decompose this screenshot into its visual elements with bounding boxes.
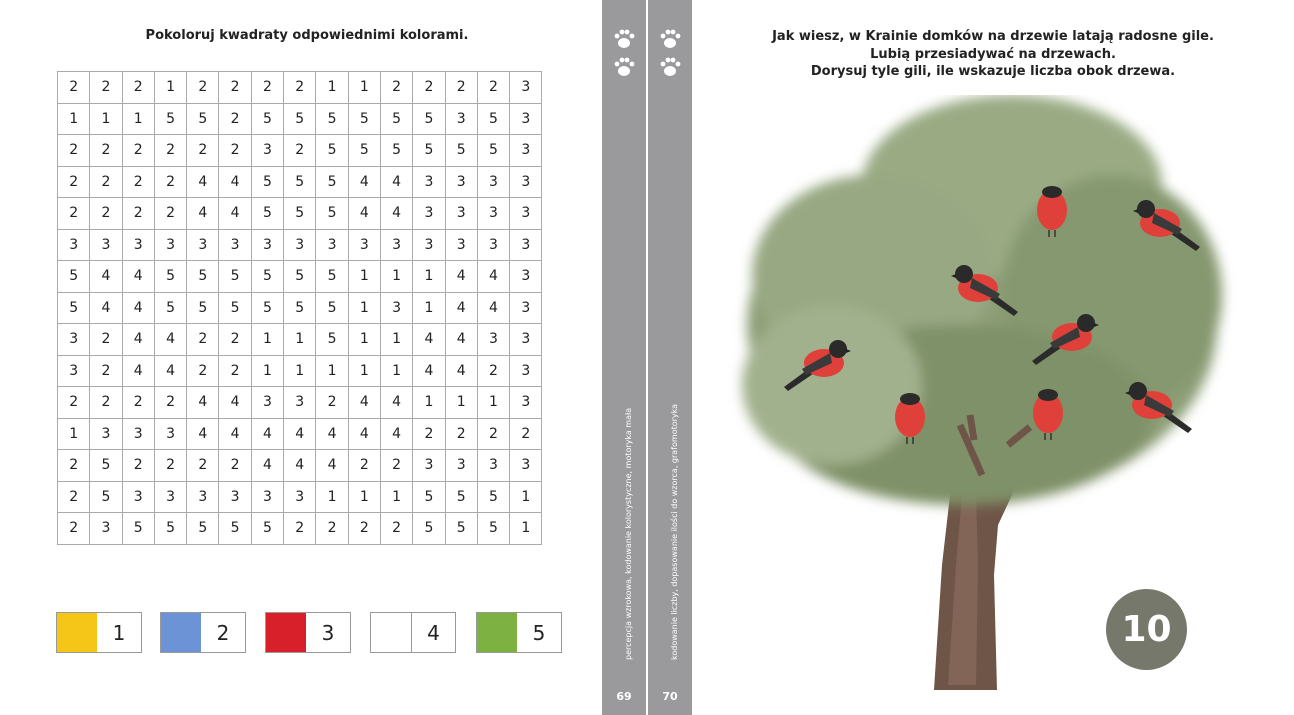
left-instruction: Pokoloruj kwadraty odpowiednimi kolorami. (145, 28, 469, 43)
grid-cell[interactable]: 1 (445, 387, 477, 419)
grid-cell[interactable]: 5 (154, 513, 186, 545)
right-page (692, 0, 1294, 715)
grid-row (58, 166, 542, 198)
grid-cell[interactable]: 4 (251, 450, 283, 482)
grid-cell[interactable]: 4 (251, 418, 283, 450)
grid-row (58, 387, 542, 419)
grid-cell[interactable]: 2 (122, 72, 154, 104)
grid-cell[interactable]: 2 (445, 418, 477, 450)
grid-cell[interactable]: 3 (122, 229, 154, 261)
grid-cell[interactable]: 2 (187, 324, 219, 356)
grid-cell[interactable]: 2 (58, 513, 90, 545)
grid-cell[interactable]: 3 (58, 355, 90, 387)
grid-cell[interactable]: 4 (122, 324, 154, 356)
grid-cell[interactable]: 1 (380, 355, 412, 387)
grid-cell[interactable]: 5 (316, 261, 348, 293)
grid-cell[interactable]: 1 (122, 103, 154, 135)
grid-cell[interactable]: 5 (284, 198, 316, 230)
grid-cell[interactable]: 4 (348, 387, 380, 419)
grid-cell[interactable]: 5 (58, 292, 90, 324)
grid-cell[interactable]: 5 (445, 481, 477, 513)
number-grid (57, 71, 542, 545)
legend-item (370, 612, 456, 653)
grid-cell[interactable]: 2 (380, 72, 412, 104)
right-instruction (692, 28, 1294, 81)
grid-cell[interactable]: 3 (510, 72, 542, 104)
grid-cell[interactable]: 3 (348, 229, 380, 261)
grid-cell[interactable]: 2 (219, 135, 251, 167)
page-number: 69 (616, 690, 632, 703)
grid-cell[interactable]: 4 (90, 292, 122, 324)
legend-color-swatch (477, 613, 517, 652)
grid-cell[interactable]: 2 (187, 135, 219, 167)
grid-row (58, 261, 542, 293)
grid-cell[interactable]: 2 (58, 481, 90, 513)
grid-cell[interactable]: 4 (219, 418, 251, 450)
grid-cell[interactable]: 5 (284, 292, 316, 324)
grid-cell[interactable]: 3 (90, 229, 122, 261)
grid-cell[interactable]: 2 (348, 513, 380, 545)
grid-cell[interactable]: 3 (510, 387, 542, 419)
grid-cell[interactable]: 1 (58, 418, 90, 450)
grid-cell[interactable]: 3 (477, 450, 509, 482)
grid-cell[interactable]: 5 (316, 292, 348, 324)
grid-cell[interactable]: 2 (187, 355, 219, 387)
grid-cell[interactable]: 3 (380, 292, 412, 324)
grid-cell[interactable]: 2 (380, 513, 412, 545)
legend-number: 2 (216, 620, 230, 645)
grid-cell[interactable]: 5 (187, 103, 219, 135)
grid-cell[interactable]: 3 (510, 103, 542, 135)
grid-cell[interactable]: 4 (284, 418, 316, 450)
grid-cell[interactable]: 5 (90, 450, 122, 482)
grid-cell[interactable]: 1 (316, 72, 348, 104)
grid-cell[interactable]: 1 (348, 355, 380, 387)
grid-cell[interactable]: 4 (219, 387, 251, 419)
grid-cell[interactable]: 5 (316, 166, 348, 198)
grid-cell[interactable]: 2 (348, 450, 380, 482)
legend-color-swatch (266, 613, 306, 652)
grid-cell[interactable]: 2 (154, 166, 186, 198)
grid-cell[interactable]: 3 (154, 481, 186, 513)
grid-row (58, 481, 542, 513)
grid-cell[interactable]: 2 (187, 450, 219, 482)
grid-cell[interactable]: 1 (348, 324, 380, 356)
grid-cell[interactable]: 3 (477, 166, 509, 198)
grid-cell[interactable]: 2 (154, 135, 186, 167)
grid-cell[interactable]: 5 (251, 513, 283, 545)
number-badge: 10 (1106, 589, 1187, 670)
grid-cell[interactable]: 2 (219, 72, 251, 104)
grid-cell[interactable]: 3 (58, 324, 90, 356)
grid-cell[interactable]: 3 (187, 229, 219, 261)
grid-cell[interactable]: 3 (445, 166, 477, 198)
grid-cell[interactable]: 4 (380, 387, 412, 419)
grid-cell[interactable]: 2 (58, 166, 90, 198)
grid-cell[interactable]: 5 (187, 513, 219, 545)
grid-cell[interactable]: 3 (510, 229, 542, 261)
grid-cell[interactable]: 1 (90, 103, 122, 135)
paw-icon (612, 26, 636, 78)
legend-item (160, 612, 246, 653)
grid-cell[interactable]: 3 (477, 324, 509, 356)
grid-cell[interactable]: 5 (187, 261, 219, 293)
grid-cell[interactable]: 3 (380, 229, 412, 261)
grid-cell[interactable]: 3 (413, 450, 445, 482)
grid-cell[interactable]: 3 (445, 198, 477, 230)
grid-cell[interactable]: 5 (251, 166, 283, 198)
grid-cell[interactable]: 3 (90, 513, 122, 545)
legend-color-swatch (371, 613, 412, 652)
grid-cell[interactable]: 4 (380, 198, 412, 230)
grid-cell[interactable]: 3 (445, 229, 477, 261)
grid-cell[interactable]: 2 (154, 450, 186, 482)
grid-cell[interactable]: 5 (316, 103, 348, 135)
grid-cell[interactable]: 5 (445, 135, 477, 167)
grid-cell[interactable]: 1 (348, 261, 380, 293)
grid-cell[interactable]: 3 (219, 481, 251, 513)
grid-cell[interactable]: 5 (477, 481, 509, 513)
grid-cell[interactable]: 5 (219, 261, 251, 293)
left-page (0, 0, 602, 715)
grid-cell[interactable]: 4 (187, 418, 219, 450)
grid-cell[interactable]: 2 (58, 72, 90, 104)
grid-cell[interactable]: 3 (58, 229, 90, 261)
grid-cell[interactable]: 5 (219, 292, 251, 324)
grid-cell[interactable]: 5 (251, 103, 283, 135)
legend-item (476, 612, 562, 653)
grid-cell[interactable]: 1 (413, 261, 445, 293)
grid-cell[interactable]: 4 (445, 324, 477, 356)
grid-cell[interactable]: 3 (510, 135, 542, 167)
grid-cell[interactable]: 1 (284, 324, 316, 356)
grid-cell[interactable]: 3 (510, 355, 542, 387)
page-margin-70 (648, 0, 692, 715)
grid-cell[interactable]: 2 (284, 72, 316, 104)
legend-color-swatch (57, 613, 97, 652)
grid-cell[interactable]: 2 (90, 166, 122, 198)
grid-cell[interactable]: 3 (251, 135, 283, 167)
grid-cell[interactable]: 2 (219, 450, 251, 482)
grid-row (58, 103, 542, 135)
grid-cell[interactable]: 4 (380, 166, 412, 198)
grid-cell[interactable]: 3 (284, 387, 316, 419)
grid-cell[interactable]: 1 (251, 355, 283, 387)
grid-cell[interactable]: 3 (122, 418, 154, 450)
grid-cell[interactable]: 4 (348, 166, 380, 198)
grid-cell[interactable]: 1 (413, 292, 445, 324)
grid-cell[interactable]: 2 (380, 450, 412, 482)
grid-cell[interactable]: 5 (251, 292, 283, 324)
grid-cell[interactable]: 2 (445, 72, 477, 104)
grid-row (58, 135, 542, 167)
grid-cell[interactable]: 3 (510, 166, 542, 198)
grid-cell[interactable]: 2 (122, 450, 154, 482)
grid-cell[interactable]: 2 (413, 418, 445, 450)
grid-cell[interactable]: 2 (477, 72, 509, 104)
grid-cell[interactable]: 3 (316, 229, 348, 261)
grid-cell[interactable]: 4 (219, 198, 251, 230)
grid-cell[interactable]: 3 (413, 198, 445, 230)
color-legend (56, 612, 558, 653)
grid-cell[interactable]: 4 (187, 198, 219, 230)
grid-cell[interactable]: 5 (122, 513, 154, 545)
grid-cell[interactable]: 3 (187, 481, 219, 513)
grid-cell[interactable]: 3 (122, 481, 154, 513)
grid-cell[interactable]: 5 (477, 103, 509, 135)
grid-cell[interactable]: 5 (284, 166, 316, 198)
legend-number: 3 (321, 620, 335, 645)
grid-cell[interactable]: 4 (316, 418, 348, 450)
grid-cell[interactable]: 1 (154, 72, 186, 104)
grid-cell[interactable]: 4 (477, 292, 509, 324)
grid-cell[interactable]: 5 (284, 103, 316, 135)
grid-cell[interactable]: 2 (122, 135, 154, 167)
grid-cell[interactable]: 2 (90, 135, 122, 167)
grid-cell[interactable]: 3 (284, 229, 316, 261)
grid-row (58, 355, 542, 387)
grid-cell[interactable]: 5 (154, 103, 186, 135)
grid-cell[interactable]: 1 (380, 261, 412, 293)
grid-row (58, 450, 542, 482)
grid-cell[interactable]: 4 (122, 355, 154, 387)
grid-cell[interactable]: 4 (316, 450, 348, 482)
grid-cell[interactable]: 1 (58, 103, 90, 135)
page-number: 70 (662, 690, 678, 703)
grid-cell[interactable]: 2 (122, 387, 154, 419)
grid-cell[interactable]: 1 (380, 481, 412, 513)
grid-cell[interactable]: 4 (445, 292, 477, 324)
grid-cell[interactable]: 1 (510, 513, 542, 545)
grid-cell[interactable]: 2 (251, 72, 283, 104)
grid-cell[interactable]: 4 (219, 166, 251, 198)
grid-cell[interactable]: 5 (219, 513, 251, 545)
grid-cell[interactable]: 5 (413, 513, 445, 545)
grid-cell[interactable]: 2 (510, 418, 542, 450)
legend-item (56, 612, 142, 653)
grid-cell[interactable]: 3 (251, 229, 283, 261)
grid-cell[interactable]: 2 (477, 418, 509, 450)
grid-cell[interactable]: 2 (58, 387, 90, 419)
grid-cell[interactable]: 3 (477, 198, 509, 230)
grid-cell[interactable]: 3 (413, 166, 445, 198)
grid-cell[interactable]: 2 (316, 513, 348, 545)
grid-cell[interactable]: 2 (58, 135, 90, 167)
grid-cell[interactable]: 5 (380, 103, 412, 135)
grid-row (58, 324, 542, 356)
grid-cell[interactable]: 3 (219, 229, 251, 261)
grid-row (58, 229, 542, 261)
instruction-line-3: Dorysuj tyle gili, ile wskazuje liczba obok drzewa. (810, 64, 1176, 79)
grid-cell[interactable]: 2 (90, 387, 122, 419)
grid-cell[interactable]: 4 (284, 450, 316, 482)
grid-cell[interactable]: 5 (477, 513, 509, 545)
grid-cell[interactable]: 5 (187, 292, 219, 324)
grid-cell[interactable]: 3 (510, 450, 542, 482)
grid-cell[interactable]: 1 (348, 72, 380, 104)
grid-cell[interactable]: 1 (316, 481, 348, 513)
grid-cell[interactable]: 5 (477, 135, 509, 167)
grid-cell[interactable]: 5 (251, 261, 283, 293)
grid-cell[interactable]: 2 (90, 198, 122, 230)
grid-cell[interactable]: 1 (251, 324, 283, 356)
grid-cell[interactable]: 3 (510, 198, 542, 230)
grid-cell[interactable]: 2 (219, 103, 251, 135)
instruction-line-1: Jak wiesz, w Krainie domków na drzewie latają radosne gile. (772, 29, 1214, 44)
paw-icon (658, 26, 682, 78)
grid-cell[interactable]: 2 (154, 198, 186, 230)
grid-cell[interactable]: 2 (122, 166, 154, 198)
grid-cell[interactable]: 4 (187, 166, 219, 198)
grid-cell[interactable]: 4 (348, 198, 380, 230)
grid-cell[interactable]: 5 (251, 198, 283, 230)
grid-cell[interactable]: 2 (187, 72, 219, 104)
grid-cell[interactable]: 5 (413, 135, 445, 167)
grid-cell[interactable]: 2 (284, 513, 316, 545)
grid-cell[interactable]: 3 (445, 450, 477, 482)
grid-cell[interactable]: 2 (90, 324, 122, 356)
legend-number: 4 (427, 620, 440, 645)
grid-cell[interactable]: 3 (477, 229, 509, 261)
grid-cell[interactable]: 1 (284, 355, 316, 387)
grid-cell[interactable]: 4 (154, 324, 186, 356)
grid-cell[interactable]: 2 (219, 355, 251, 387)
grid-cell[interactable]: 3 (510, 292, 542, 324)
grid-cell[interactable]: 3 (510, 261, 542, 293)
grid-row (58, 418, 542, 450)
grid-cell[interactable]: 5 (58, 261, 90, 293)
grid-cell[interactable]: 5 (316, 198, 348, 230)
instruction-line-2: Lubią przesiadywać na drzewach. (870, 46, 1116, 62)
grid-cell[interactable]: 3 (154, 229, 186, 261)
legend-number: 1 (112, 620, 126, 645)
grid-cell[interactable]: 2 (284, 135, 316, 167)
grid-cell[interactable]: 2 (316, 387, 348, 419)
grid-cell[interactable]: 5 (413, 103, 445, 135)
page-margin-69 (602, 0, 646, 715)
grid-row (58, 198, 542, 230)
grid-row (58, 72, 542, 104)
grid-cell[interactable]: 2 (90, 72, 122, 104)
grid-cell[interactable]: 3 (90, 418, 122, 450)
grid-cell[interactable]: 5 (316, 135, 348, 167)
grid-row (58, 292, 542, 324)
grid-cell[interactable]: 2 (58, 450, 90, 482)
skills-label: percepcja wzrokowa, kodowanie kolorystyczne, motoryka mała (624, 407, 633, 660)
grid-cell[interactable]: 5 (380, 135, 412, 167)
grid-cell[interactable]: 4 (122, 292, 154, 324)
grid-cell[interactable]: 2 (219, 324, 251, 356)
grid-cell[interactable]: 5 (316, 324, 348, 356)
grid-cell[interactable]: 4 (380, 418, 412, 450)
grid-cell[interactable]: 5 (90, 481, 122, 513)
legend-number: 5 (532, 620, 546, 645)
grid-cell[interactable]: 4 (413, 324, 445, 356)
grid-cell[interactable]: 2 (58, 198, 90, 230)
grid-cell[interactable]: 5 (445, 513, 477, 545)
grid-cell[interactable]: 1 (477, 387, 509, 419)
grid-cell[interactable]: 5 (284, 261, 316, 293)
grid-cell[interactable]: 5 (413, 481, 445, 513)
grid-cell[interactable]: 5 (154, 292, 186, 324)
grid-cell[interactable]: 3 (510, 324, 542, 356)
grid-cell[interactable]: 4 (445, 355, 477, 387)
grid-cell[interactable]: 3 (251, 387, 283, 419)
grid-cell[interactable]: 2 (413, 72, 445, 104)
grid-cell[interactable]: 4 (413, 355, 445, 387)
grid-cell[interactable]: 1 (380, 324, 412, 356)
grid-cell[interactable]: 3 (445, 103, 477, 135)
grid-cell[interactable]: 4 (477, 261, 509, 293)
grid-cell[interactable]: 1 (510, 481, 542, 513)
grid-cell[interactable]: 1 (413, 387, 445, 419)
grid-cell[interactable]: 1 (316, 355, 348, 387)
grid-cell[interactable]: 3 (413, 229, 445, 261)
grid-cell[interactable]: 3 (284, 481, 316, 513)
grid-cell[interactable]: 2 (122, 198, 154, 230)
grid-cell[interactable]: 3 (154, 418, 186, 450)
grid-cell[interactable]: 4 (122, 261, 154, 293)
skills-label: kodowanie liczby, dopasowanie ilości do wzorca, grafomotoryka (670, 403, 679, 660)
grid-cell[interactable]: 4 (445, 261, 477, 293)
grid-cell[interactable]: 2 (154, 387, 186, 419)
grid-cell[interactable]: 2 (477, 355, 509, 387)
grid-cell[interactable]: 5 (348, 135, 380, 167)
grid-cell[interactable]: 5 (348, 103, 380, 135)
legend-color-swatch (161, 613, 201, 652)
grid-cell[interactable]: 4 (348, 418, 380, 450)
grid-cell[interactable]: 4 (154, 355, 186, 387)
grid-cell[interactable]: 1 (348, 481, 380, 513)
grid-cell[interactable]: 3 (251, 481, 283, 513)
grid-cell[interactable]: 2 (90, 355, 122, 387)
grid-row (58, 513, 542, 545)
legend-item (265, 612, 351, 653)
grid-cell[interactable]: 1 (348, 292, 380, 324)
grid-cell[interactable]: 4 (90, 261, 122, 293)
grid-cell[interactable]: 4 (187, 387, 219, 419)
grid-cell[interactable]: 5 (154, 261, 186, 293)
